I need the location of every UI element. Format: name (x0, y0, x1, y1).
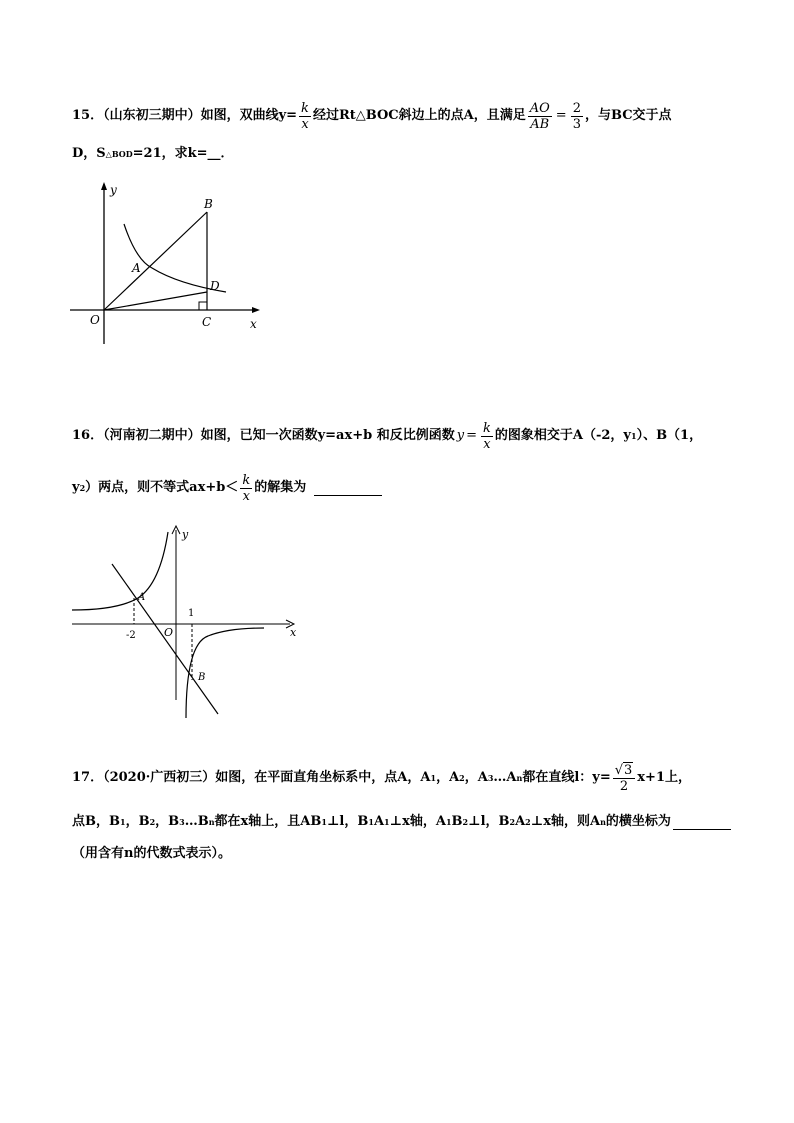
q15-label-d: D (210, 279, 220, 293)
q17-text-b: ，A (436, 770, 460, 785)
q16-answer-blank[interactable] (314, 481, 382, 496)
q17-text-d: …A (493, 770, 517, 785)
q16-frac-num: k (483, 420, 491, 436)
q15-text-a: 15．（山东初三期中）如图，双曲线y= (72, 108, 298, 123)
q15-text-d: D，S (72, 146, 106, 161)
q16-label-neg2: -2 (126, 630, 136, 641)
q17-text-j: …B (184, 814, 209, 829)
q17-text-r: ⊥x轴，则A (530, 814, 601, 829)
q16-label-b: B (198, 672, 206, 683)
q17-line-1 (72, 758, 691, 798)
q15-label-a: A (132, 261, 141, 275)
q15-frac1-den: x (301, 116, 309, 132)
q15-frac3-num: 2 (572, 100, 581, 116)
q17-sub-b2a2-b: 2 (509, 817, 516, 827)
q15-text-c: ，与BC交于点 (584, 108, 672, 123)
q15-frac3-den: 3 (572, 116, 581, 132)
q17-sub-a1b2-b: 2 (462, 817, 469, 827)
q16-label-o: O (164, 626, 174, 639)
q17-sub-b3: 3 (179, 817, 185, 827)
q15-figure (66, 180, 276, 346)
q15-label-x: x (250, 317, 257, 331)
q17-frac-num (613, 763, 636, 779)
q17-text-c: ，A (464, 770, 488, 785)
q17-sqrt: √3 (614, 762, 633, 778)
q15-label-b: B (204, 197, 213, 211)
q16-sub-1: 1 (630, 431, 637, 441)
q15-label-c: C (202, 315, 212, 329)
q17-text-k: 都在x轴上，且AB (214, 814, 322, 829)
q15-text-b: 经过Rt△BOC斜边上的点A，且满足 (312, 108, 526, 123)
q15-fraction-k-over-x (299, 101, 311, 132)
q17-sub-b1: 1 (119, 817, 126, 827)
q17-sub-a3: 3 (487, 773, 494, 783)
q16-eq-y: y (456, 428, 465, 443)
q15-text-e: =21，求k=__． (132, 146, 234, 161)
q17-text-l: ⊥l，B (326, 814, 369, 829)
q15-frac1-num: k (301, 100, 309, 116)
q16-line-1 (72, 416, 702, 456)
q16-frac2-den: x (242, 488, 250, 504)
q16-sub-2: 2 (79, 483, 86, 493)
q17-line-3 (72, 844, 231, 864)
q17-text-o: B (451, 814, 463, 829)
q15-frac2-den: AB (530, 116, 550, 132)
q15-right-angle-mark (199, 302, 207, 310)
q17-text-t: （用含有n的代数式表示）。 (72, 846, 231, 861)
q17-text-e: 都在直线l：y= (522, 770, 611, 785)
q15-label-o: O (90, 313, 100, 327)
q16-eq-sign: = (466, 428, 477, 443)
q15-label-y: y (110, 183, 117, 197)
q15-y-arrow (101, 182, 107, 190)
q17-text-i: ，B (155, 814, 180, 829)
q15-fraction-two-thirds (571, 101, 583, 132)
q17-frac-den: 2 (619, 778, 629, 794)
q17-sub-an-2: n (600, 817, 606, 827)
q15-line-1 (72, 96, 672, 136)
q17-line-2 (72, 812, 731, 832)
q17-fraction-sqrt3-over-2 (613, 763, 636, 794)
q16-label-x: x (290, 626, 297, 639)
q15-x-arrow (252, 307, 260, 313)
q15-equals: = (555, 108, 567, 123)
q17-text-f: x+1上， (637, 770, 691, 785)
q16-label-y: y (182, 528, 189, 541)
q15-line-2 (72, 144, 234, 164)
q16-line-2 (72, 468, 382, 508)
q17-sub-b1a1-b: 1 (368, 817, 374, 827)
q17-sub-b1a1-a: 1 (384, 817, 390, 827)
q17-sub-a1: 1 (430, 773, 437, 783)
q17-sub-a1b2-a: 1 (445, 817, 452, 827)
q16-text-b: 的图象相交于A（-2，y (494, 428, 631, 443)
q17-text-s: 的横坐标为 (605, 814, 671, 829)
q17-text-n: ⊥x轴，A (389, 814, 446, 829)
q17-sub-a2: 2 (459, 773, 465, 783)
q16-label-one: 1 (188, 608, 195, 619)
q15-frac2-num: AO (529, 100, 550, 116)
q16-frac-den: x (483, 436, 491, 452)
q16-figure (68, 524, 304, 724)
q17-sub-ab1: 1 (321, 817, 327, 827)
q17-sub-an: n (516, 773, 523, 783)
q16-fraction2-k-over-x (240, 473, 252, 504)
q16-text-c: ）、B（1， (636, 428, 703, 443)
q17-sub-bn: n (208, 817, 215, 827)
q17-text-h: ，B (125, 814, 150, 829)
q17-text-p: ⊥l，B (468, 814, 510, 829)
q17-text-q: A (515, 814, 526, 829)
q16-text-f: 的解集为 (254, 480, 307, 495)
q17-text-g: 点B，B (72, 814, 120, 829)
q17-sub-b2: 2 (149, 817, 156, 827)
q16-label-a: A (138, 592, 146, 603)
q16-hyperbola-left (72, 532, 168, 610)
q16-text-a: 16．（河南初二期中）如图，已知一次函数y=ax+b 和反比例函数 (72, 428, 455, 443)
q17-answer-blank[interactable] (673, 815, 731, 830)
q15-fraction-ao-ab (528, 101, 552, 132)
q16-fraction-k-over-x (481, 421, 493, 452)
q17-sqrt-radicand: 3 (624, 762, 633, 778)
q17-text-a: 17．（2020·广西初三）如图，在平面直角坐标系中，点A，A (72, 770, 431, 785)
q15-subscript-bod: △BOD (105, 149, 133, 159)
q17-text-m: A (373, 814, 385, 829)
q16-text-d: y (72, 480, 80, 495)
q16-frac2-num: k (242, 472, 251, 488)
q16-text-e: ）两点，则不等式ax+b＜ (85, 480, 239, 495)
q17-sub-b2a2-a: 2 (525, 817, 531, 827)
